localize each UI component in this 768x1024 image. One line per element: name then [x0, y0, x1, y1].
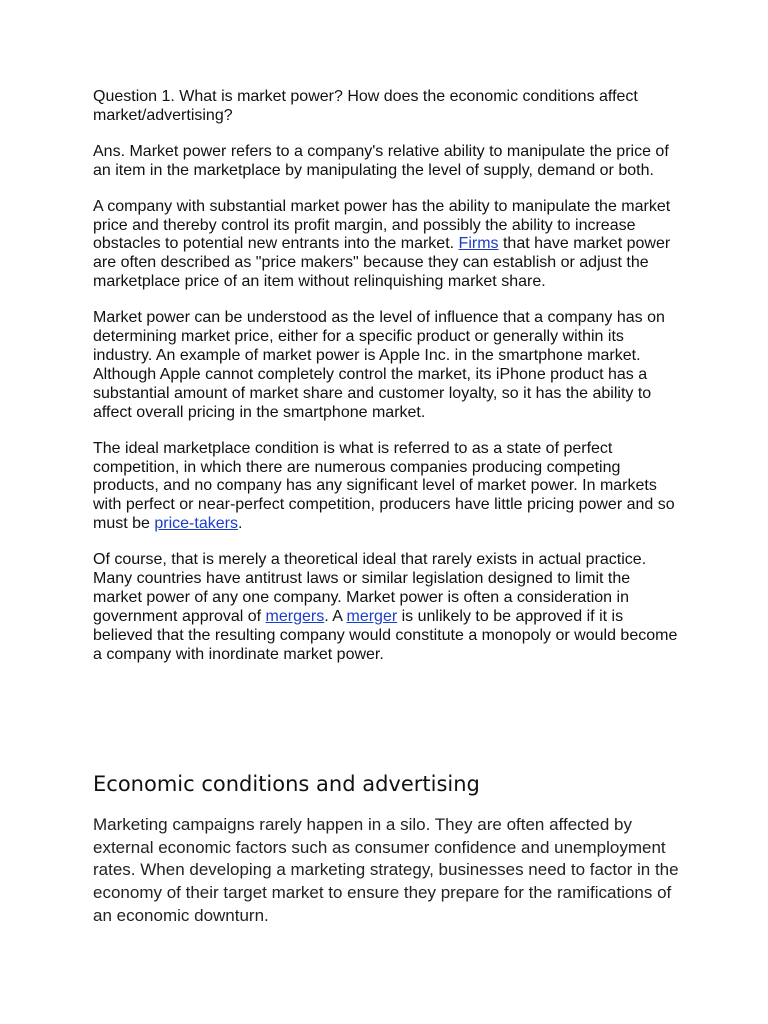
merger-link[interactable]: merger [346, 607, 398, 625]
paragraph-text: . A [324, 607, 347, 625]
section-heading: Economic conditions and advertising [93, 772, 480, 796]
paragraph-perfect-competition [93, 440, 678, 535]
paragraph-antitrust [93, 551, 678, 664]
answer-intro: Ans. Market power refers to a company's relative ability to manipulate the price of an item in the marketplace by manipulating the level of supply, demand or both. [93, 142, 669, 179]
document-body [93, 88, 678, 682]
paragraph-text: The ideal marketplace condition is what is referred to as a state of perfect competition, in which there are numerous companies producing competing products, and no company has any significant level of market power. In markets with perfect or near-perfect competition, producers have little pricing power and so must be [93, 439, 675, 533]
mergers-link[interactable]: mergers [265, 607, 325, 625]
paragraph-text: Of course, that is merely a theoretical ideal that rarely exists in actual practice. Many countries have antitrust laws or similar legislation designed to limit the market power of any one company. Market power is often a consideration in government approval of [93, 551, 647, 625]
paragraph-market-power-ability [93, 198, 678, 293]
paragraph-apple-example: Market power can be understood as the level of influence that a company has on determining market price, either for a specific product or generally within its industry. An example of market power is Apple Inc. in the smartphone market. Although Apple cannot completely control the market, its iPhone product has a substantial amount of market share and customer loyalty, so it has the ability to affect overall pricing in the smartphone market. [93, 309, 665, 421]
firms-link[interactable]: Firms [458, 235, 499, 253]
question-text: Question 1. What is market power? How does the economic conditions affect market/advertising? [93, 88, 638, 124]
paragraph-text: that have market power are often described as "price makers" because they can establish or adjust the marketplace price of an item without relinquishing market share. [93, 235, 671, 291]
paragraph-text: . [237, 515, 243, 533]
section-paragraph: Marketing campaigns rarely happen in a silo. They are often affected by external economic factors such as consumer confidence and unemployment rates. When developing a marketing strategy, businesses need to factor in the economy of their target market to ensure they prepare for the ramifications of an economic downturn. [93, 815, 679, 925]
price-takers-link[interactable]: price-takers [154, 515, 238, 533]
paragraph-text: A company with substantial market power has the ability to manipulate the market price and thereby control its profit margin, and possibly the ability to increase obstacles to potential new entrants into the market. [93, 197, 671, 253]
paragraph-text: is unlikely to be approved if it is believed that the resulting company would constitute a monopoly or would become a company with inordinate market power. [93, 607, 678, 663]
